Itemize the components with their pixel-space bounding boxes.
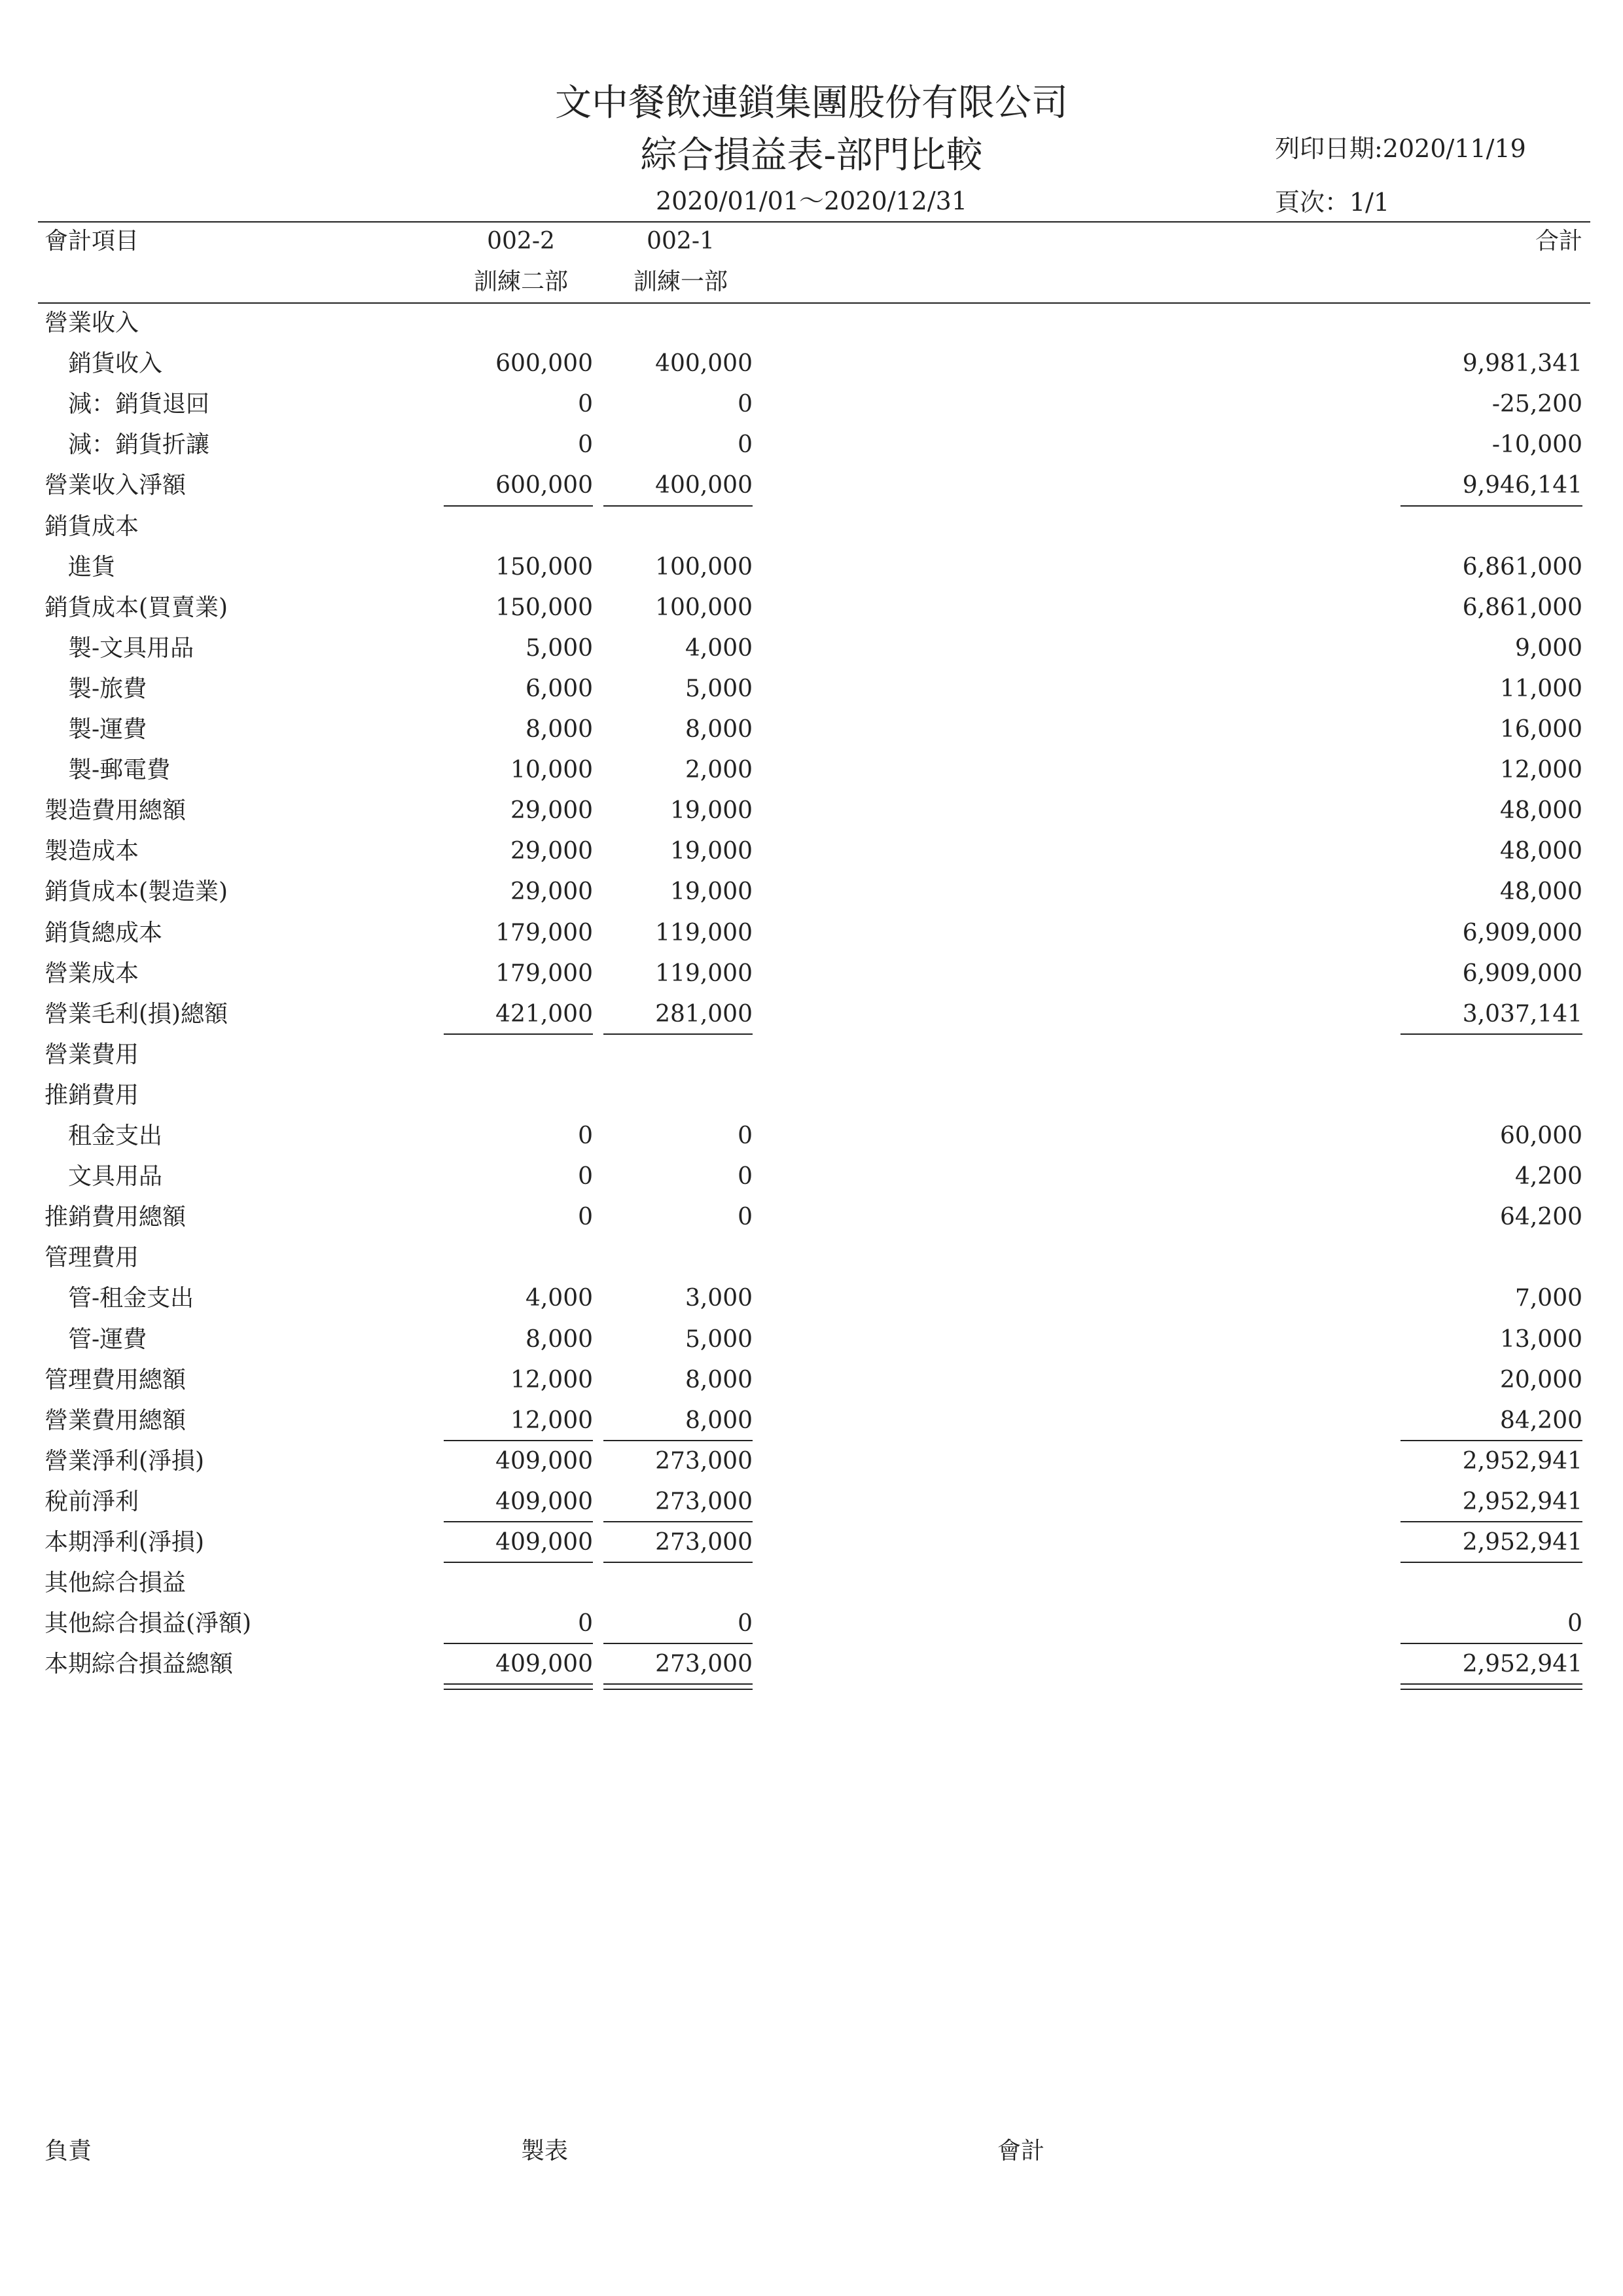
column-header-dept1-code: 002-2: [487, 228, 555, 255]
row-label: 營業費用: [45, 1041, 139, 1068]
row-value-dept2: 100,000: [655, 594, 753, 621]
row-label: 管-運費: [68, 1325, 147, 1353]
column-header-dept2-code: 002-1: [647, 228, 715, 255]
signature-responsible: 負責: [45, 2138, 92, 2164]
table-row: [0, 669, 1623, 709]
table-row: [0, 547, 1623, 588]
row-value-total: 6,861,000: [1462, 594, 1582, 621]
row-value-dept1: 409,000: [495, 1488, 593, 1515]
row-value-dept2: 0: [738, 1122, 753, 1149]
row-label: 銷貨成本(製造業): [45, 878, 228, 906]
table-row: [0, 750, 1623, 791]
row-value-dept1: 4,000: [525, 1285, 593, 1312]
row-value-dept2: 273,000: [655, 1529, 753, 1556]
row-value-total: -10,000: [1491, 431, 1582, 459]
row-value-dept1: 5,000: [525, 634, 593, 662]
row-value-dept2: 400,000: [655, 350, 753, 378]
row-label: 減：銷貨折讓: [68, 431, 210, 459]
row-label: 製-旅費: [68, 675, 147, 702]
row-value-dept2: 100,000: [655, 553, 753, 581]
row-value-dept2: 3,000: [685, 1285, 753, 1312]
row-value-dept1: 29,000: [510, 878, 593, 906]
table-row: [0, 1278, 1623, 1319]
row-label: 銷貨成本: [45, 512, 139, 540]
row-value-total: 9,000: [1514, 634, 1582, 662]
table-row: [0, 303, 1623, 344]
table-row: [0, 1116, 1623, 1157]
row-label: 推銷費用總額: [45, 1204, 187, 1231]
row-value-total: 0: [1567, 1610, 1582, 1638]
row-value-dept1: 0: [578, 431, 593, 459]
table-row: [0, 1482, 1623, 1522]
row-value-total: 12,000: [1500, 757, 1582, 784]
row-label: 銷貨成本(買賣業): [45, 594, 228, 621]
underline-rule: [1400, 1683, 1582, 1685]
row-value-dept2: 8,000: [685, 716, 753, 743]
row-label: 減：銷貨退回: [68, 391, 210, 418]
company-name: 文中餐飲連鎖集團股份有限公司: [555, 82, 1068, 124]
row-value-total: 2,952,941: [1462, 1529, 1582, 1556]
row-label: 本期淨利(淨損): [45, 1529, 205, 1556]
row-value-dept1: 600,000: [495, 350, 593, 378]
table-row: [0, 507, 1623, 547]
row-label: 營業毛利(損)總額: [45, 1000, 228, 1028]
row-value-total: 7,000: [1514, 1285, 1582, 1312]
row-label: 管理費用總額: [45, 1366, 187, 1393]
table-row: [0, 1157, 1623, 1197]
row-value-dept2: 0: [738, 1163, 753, 1191]
row-label: 本期綜合損益總額: [45, 1651, 234, 1678]
row-value-dept2: 5,000: [685, 1325, 753, 1353]
row-value-dept2: 4,000: [685, 634, 753, 662]
table-row: [0, 709, 1623, 750]
row-label: 管-租金支出: [68, 1285, 194, 1312]
underline-rule: [603, 1683, 753, 1685]
table-row: [0, 384, 1623, 425]
row-value-total: 20,000: [1500, 1366, 1582, 1393]
row-label: 製造費用總額: [45, 797, 187, 825]
row-label: 製造成本: [45, 838, 139, 865]
row-value-dept2: 0: [738, 431, 753, 459]
row-value-total: 48,000: [1500, 838, 1582, 865]
row-value-dept1: 0: [578, 391, 593, 418]
table-row: [0, 1319, 1623, 1360]
row-label: 文具用品: [68, 1163, 163, 1191]
row-label: 推銷費用: [45, 1081, 139, 1109]
row-value-total: 2,952,941: [1462, 1651, 1582, 1678]
table-row: [0, 344, 1623, 384]
row-value-dept2: 19,000: [670, 797, 753, 825]
row-label: 營業費用總額: [45, 1407, 187, 1434]
row-value-total: 9,946,141: [1462, 472, 1582, 499]
row-label: 銷貨收入: [68, 350, 163, 378]
table-row: [0, 1441, 1623, 1482]
row-value-dept1: 12,000: [510, 1366, 593, 1393]
table-row: [0, 1644, 1623, 1685]
row-value-total: 4,200: [1514, 1163, 1582, 1191]
underline-rule: [444, 1683, 593, 1685]
column-header-total: 合計: [1535, 228, 1582, 255]
signature-accountant: 會計: [997, 2138, 1045, 2164]
row-value-dept1: 179,000: [495, 919, 593, 946]
row-value-dept2: 0: [738, 1610, 753, 1638]
row-label: 製-運費: [68, 716, 147, 743]
row-value-dept2: 119,000: [655, 960, 753, 987]
row-value-dept1: 12,000: [510, 1407, 593, 1434]
report-title: 綜合損益表-部門比較: [640, 134, 983, 177]
row-value-dept2: 400,000: [655, 472, 753, 499]
row-value-dept2: 273,000: [655, 1447, 753, 1475]
table-row: [0, 1522, 1623, 1563]
table-row: [0, 628, 1623, 669]
table-row: [0, 425, 1623, 465]
row-label: 管理費用: [45, 1244, 139, 1272]
page-number: 頁次：1/1: [1275, 188, 1390, 217]
row-value-total: 6,909,000: [1462, 960, 1582, 987]
table-row: [0, 588, 1623, 628]
row-value-dept2: 19,000: [670, 838, 753, 865]
table-row: [0, 994, 1623, 1035]
row-label: 稅前淨利: [45, 1488, 139, 1515]
table-row: [0, 465, 1623, 506]
table-row: [0, 1360, 1623, 1401]
column-header-dept2-name: 訓練一部: [633, 268, 728, 295]
row-value-dept2: 8,000: [685, 1366, 753, 1393]
table-row: [0, 1197, 1623, 1238]
row-value-total: -25,200: [1491, 391, 1582, 418]
print-date: 列印日期:2020/11/19: [1275, 134, 1526, 163]
table-row: [0, 1604, 1623, 1644]
table-row: [0, 1075, 1623, 1116]
report-date-range: 2020/01/01～2020/12/31: [655, 187, 968, 215]
table-row: [0, 831, 1623, 872]
row-value-dept1: 409,000: [495, 1447, 593, 1475]
table-row: [0, 954, 1623, 994]
row-value-dept1: 0: [578, 1204, 593, 1231]
row-value-dept1: 150,000: [495, 553, 593, 581]
table-row: [0, 1563, 1623, 1604]
signature-preparer: 製表: [521, 2138, 569, 2164]
row-value-dept2: 8,000: [685, 1407, 753, 1434]
row-label: 營業成本: [45, 960, 139, 987]
row-value-total: 84,200: [1500, 1407, 1582, 1434]
row-label: 其他綜合損益(淨額): [45, 1610, 252, 1638]
row-value-total: 11,000: [1500, 675, 1582, 702]
column-header-item: 會計項目: [45, 228, 139, 255]
row-label: 進貨: [68, 553, 116, 581]
row-label: 製-郵電費: [68, 757, 171, 784]
row-value-dept2: 0: [738, 391, 753, 418]
row-value-total: 48,000: [1500, 797, 1582, 825]
row-label: 製-文具用品: [68, 634, 194, 662]
row-value-dept2: 273,000: [655, 1651, 753, 1678]
row-value-total: 48,000: [1500, 878, 1582, 906]
underline-rule: [444, 1689, 593, 1690]
row-value-dept2: 281,000: [655, 1000, 753, 1028]
row-value-dept2: 2,000: [685, 757, 753, 784]
row-value-total: 6,909,000: [1462, 919, 1582, 946]
row-value-dept1: 8,000: [525, 1325, 593, 1353]
row-value-dept2: 5,000: [685, 675, 753, 702]
row-value-dept1: 409,000: [495, 1651, 593, 1678]
row-value-dept1: 8,000: [525, 716, 593, 743]
underline-rule: [603, 1689, 753, 1690]
row-value-total: 16,000: [1500, 716, 1582, 743]
row-value-dept1: 179,000: [495, 960, 593, 987]
row-value-total: 3,037,141: [1462, 1000, 1582, 1028]
row-value-dept1: 409,000: [495, 1529, 593, 1556]
column-header-dept1-name: 訓練二部: [473, 268, 568, 295]
row-value-dept1: 421,000: [495, 1000, 593, 1028]
row-value-dept1: 0: [578, 1610, 593, 1638]
row-value-total: 9,981,341: [1462, 350, 1582, 378]
row-value-dept1: 600,000: [495, 472, 593, 499]
underline-rule: [1400, 1689, 1582, 1690]
row-value-dept2: 19,000: [670, 878, 753, 906]
row-label: 營業淨利(淨損): [45, 1447, 205, 1475]
table-row: [0, 1238, 1623, 1278]
row-label: 其他綜合損益: [45, 1570, 187, 1597]
row-value-dept2: 273,000: [655, 1488, 753, 1515]
table-row: [0, 791, 1623, 831]
table-row: [0, 872, 1623, 912]
table-row: [0, 1035, 1623, 1075]
row-value-total: 13,000: [1500, 1325, 1582, 1353]
row-value-dept1: 10,000: [510, 757, 593, 784]
row-label: 營業收入: [45, 310, 139, 336]
row-value-dept1: 150,000: [495, 594, 593, 621]
table-row: [0, 913, 1623, 954]
row-value-dept1: 6,000: [525, 675, 593, 702]
row-label: 銷貨總成本: [45, 919, 163, 946]
row-label: 租金支出: [68, 1122, 163, 1149]
row-label: 營業收入淨額: [45, 472, 187, 499]
row-value-total: 6,861,000: [1462, 553, 1582, 581]
row-value-dept1: 29,000: [510, 838, 593, 865]
row-value-dept1: 0: [578, 1163, 593, 1191]
row-value-dept2: 119,000: [655, 919, 753, 946]
row-value-dept1: 0: [578, 1122, 593, 1149]
table-row: [0, 1401, 1623, 1441]
row-value-total: 2,952,941: [1462, 1488, 1582, 1515]
row-value-dept1: 29,000: [510, 797, 593, 825]
row-value-dept2: 0: [738, 1204, 753, 1231]
row-value-total: 64,200: [1500, 1204, 1582, 1231]
row-value-total: 60,000: [1500, 1122, 1582, 1149]
row-value-total: 2,952,941: [1462, 1447, 1582, 1475]
